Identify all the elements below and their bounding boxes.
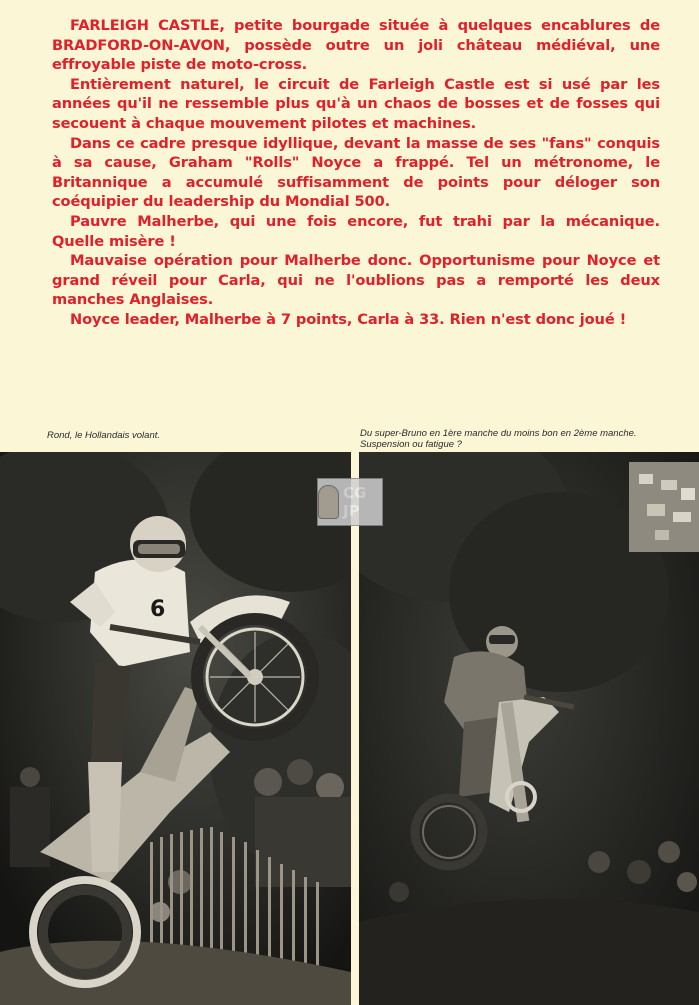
photo-left-rider-jump: [0, 452, 351, 1005]
caption-left-photo: Rond, le Hollandais volant.: [47, 430, 161, 441]
paragraph-3: Dans ce cadre presque idyllique, devant la masse de ses "fans" conquis à sa cause, Graham "Rolls" Noyce a frappé. Tel un métronome, le Britannique a accumulé suffisamment de points pour déloger son coéquipier du leadership du Mondial 500.: [52, 134, 660, 211]
paragraph-1: FARLEIGH CASTLE, petite bourgade située à quelques encablures de BRADFORD-ON-AVON, possède outre un joli château médiéval, une effroyable piste de moto-cross.: [52, 17, 660, 74]
portrait-icon: [318, 485, 339, 519]
photo-right-rider-airborne: [359, 452, 699, 1005]
paragraph-2: Entièrement naturel, le circuit de Farleigh Castle est si usé par les années qu'il ne ressemble plus qu'à un chaos de bosses et de fosses qui secouent à chaque mouvement pilotes et machines.: [52, 75, 660, 132]
watermark-text: CG JP: [343, 484, 367, 520]
paragraph-6: Noyce leader, Malherbe à 7 points, Carla à 33. Rien n'est donc joué !: [70, 310, 627, 328]
rider-number: 6: [150, 597, 166, 622]
paragraph-4: Pauvre Malherbe, qui une fois encore, fut trahi par la mécanique. Quelle misère !: [52, 212, 660, 250]
caption-right-line-1: Du super-Bruno en 1ère manche du moins bon en 2ème manche.: [360, 428, 637, 439]
watermark-logo: [317, 478, 383, 526]
caption-right-line-2: Suspension ou fatigue ?: [360, 439, 462, 450]
paragraph-5: Mauvaise opération pour Malherbe donc. Opportunisme pour Noyce et grand réveil pour Carla, qui ne l'oublions pas a remporté les deux manches Anglaises.: [52, 252, 660, 309]
article-text: [52, 16, 660, 330]
caption-right-photo: [360, 428, 680, 450]
